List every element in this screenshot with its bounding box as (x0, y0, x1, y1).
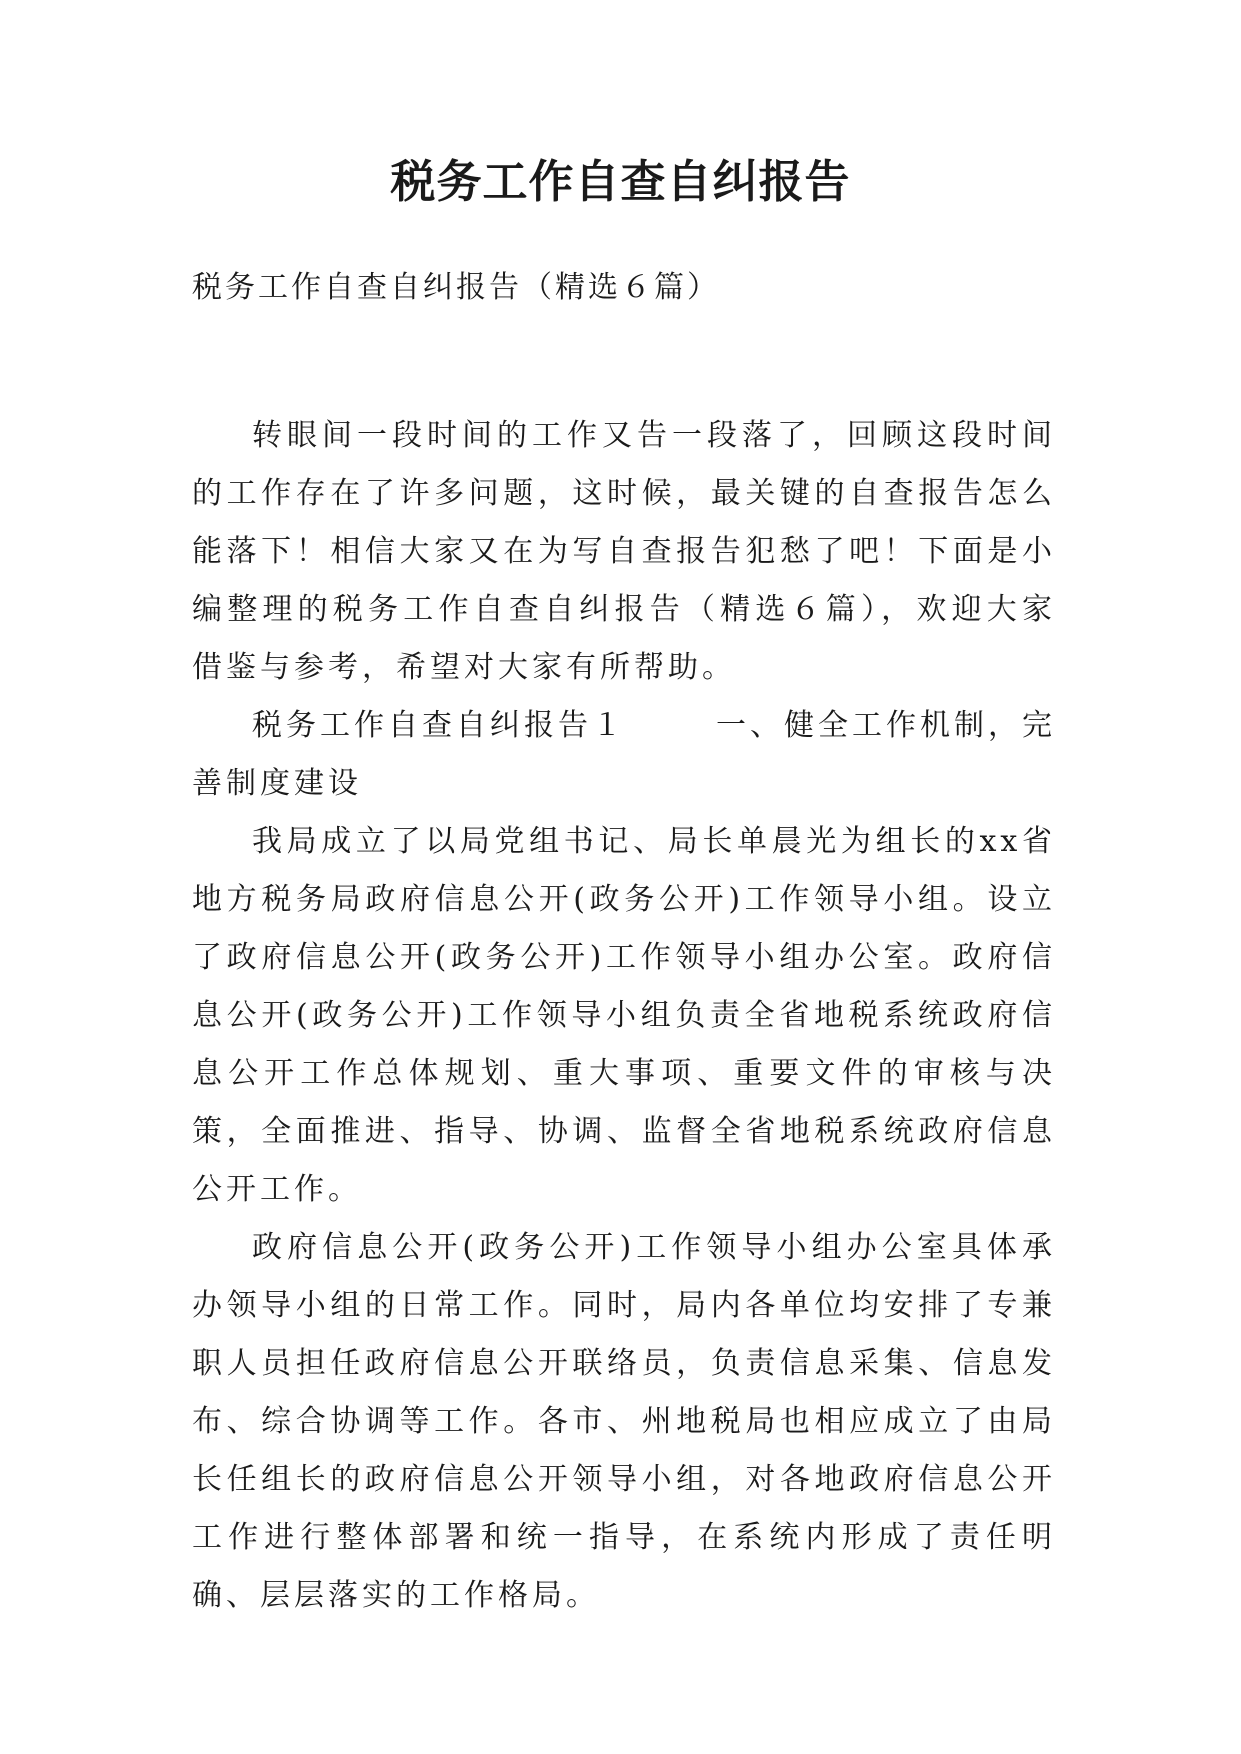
paragraph-leadership-group: 我局成立了以局党组书记、局长单晨光为组长的xx省地方税务局政府信息公开(政务公开)工作领导小组。设立了政府信息公开(政务公开)工作领导小组办公室。政府信息公开(政务公开)工作领导小组负责全省地税系统政府信息公开工作总体规划、重大事项、重要文件的审核与决策，全面推进、指导、协调、监督全省地税系统政府信息公开工作。 (192, 824, 1056, 1207)
paragraph-office-duties: 政府信息公开(政务公开)工作领导小组办公室具体承办领导小组的日常工作。同时，局内各单位均安排了专兼职人员担任政府信息公开联络员，负责信息采集、信息发布、综合协调等工作。各市、州地税局也相应成立了由局长任组长的政府信息公开领导小组，对各地政府信息公开工作进行整体部署和统一指导，在系统内形成了责任明确、层层落实的工作格局。 (192, 1230, 1056, 1613)
document-title: 税务工作自查自纠报告 (390, 155, 851, 208)
document-subtitle: 税务工作自查自纠报告（精选６篇） (192, 270, 720, 305)
section-heading: 一、健全工作机制，完善制度建设 (192, 708, 1056, 801)
paragraph-intro: 转眼间一段时间的工作又告一段落了，回顾这段时间的工作存在了许多问题，这时候，最关键的自查报告怎么能落下！相信大家又在为写自查报告犯愁了吧！下面是小编整理的税务工作自查自纠报告（精选６篇），欢迎大家借鉴与参考，希望对大家有所帮助。 (192, 418, 1056, 685)
paragraph-section-heading (192, 697, 1056, 813)
document-body (192, 407, 1056, 1625)
report-heading: 税务工作自查自纠报告１ (252, 708, 626, 743)
